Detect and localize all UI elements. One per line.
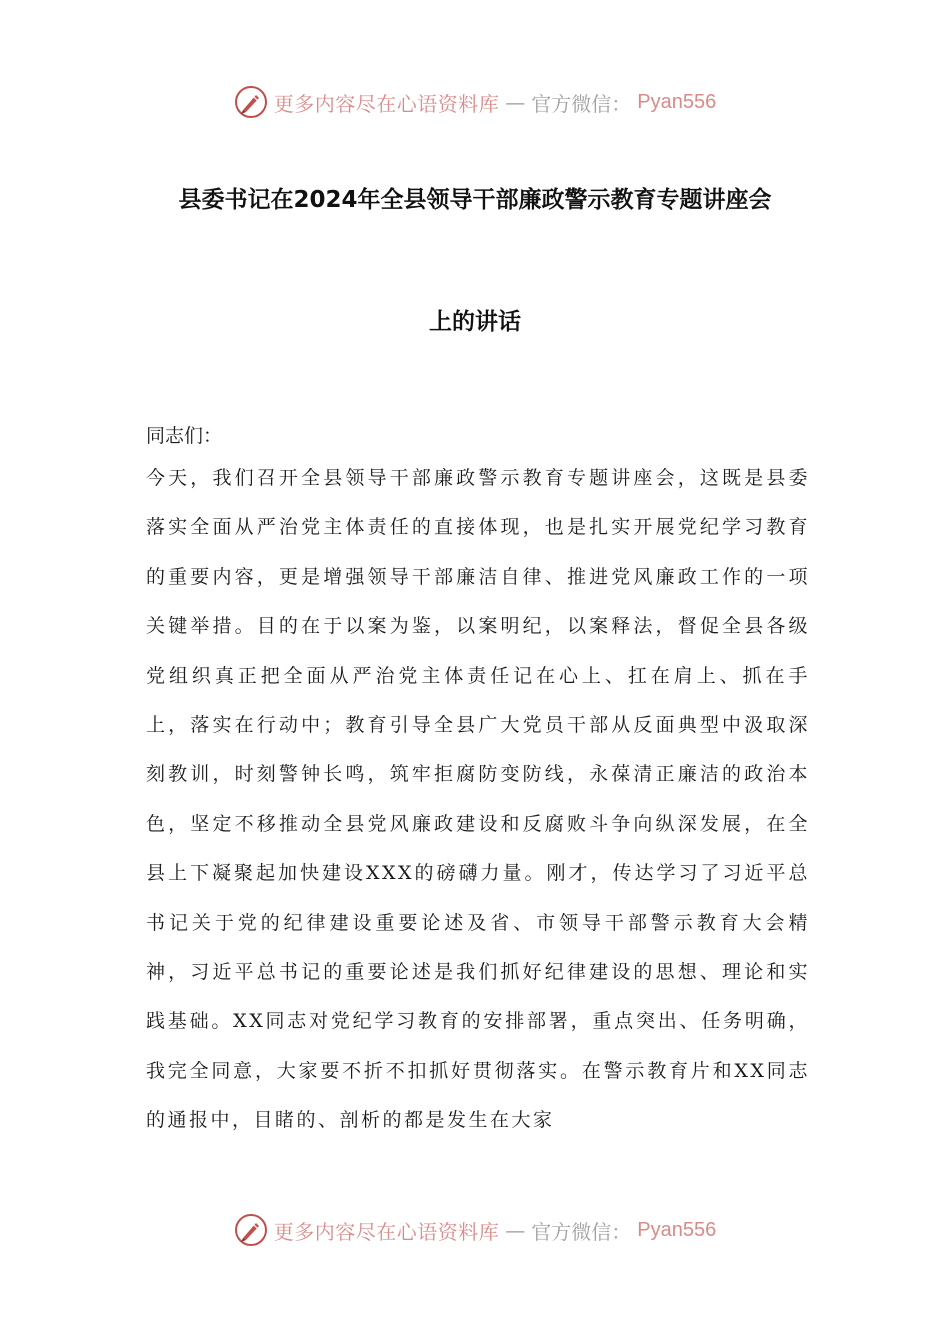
body-paragraph: 今天，我们召开全县领导干部廉政警示教育专题讲座会，这既是县委落实全面从严治党主体责任的直接体现，也是扎实开展党纪学习教育的重要内容，更是增强领导干部廉洁自律、推进党风廉政工作的一项关键举措。目的在于以案为鉴，以案明纪，以案释法，督促全县各级党组织真正把全面从严治党主体责任记在心上、扛在肩上、抓在手上，落实在行动中；教育引导全县广大党员干部从反面典型中汲取深刻教训，时刻警钟长鸣，筑牢拒腐防变防线，永葆清正廉洁的政治本色，坚定不移推动全县党风廉政建设和反腐败斗争向纵深发展，在全县上下凝聚起加快建设XXX的磅礴力量。刚才，传达学习了习近平总书记关于党的纪律建设重要论述及省、市领导干部警示教育大会精神，习近平总书记的重要论述是我们抓好纪律建设的思想、理论和实践基础。XX同志对党纪学习教育的安排部署，重点突出、任务明确，我完全同意，大家要不折不扣抓好贯彻落实。在警示教育片和XX同志的通报中，目睹的、剖析的都是发生在大家: [146, 467, 810, 1132]
pen-logo-icon: [234, 1213, 268, 1247]
banner-official-label: 官方微信：: [531, 91, 632, 116]
banner-official-label: 官方微信：: [531, 1219, 632, 1244]
salutation: 同志们：: [146, 425, 223, 447]
banner-wechat-id: Pyan556: [637, 1218, 717, 1241]
banner-dash: —: [505, 90, 526, 114]
document-title-line1: 县委书记在2024年全县领导干部廉政警示教育专题讲座会: [178, 187, 772, 213]
footer-banner: [0, 1210, 950, 1250]
banner-site-text: 更多内容尽在心语资料库: [273, 91, 500, 116]
banner-site-text: 更多内容尽在心语资料库: [273, 1219, 500, 1244]
header-banner: [0, 82, 950, 122]
document-title-line2: 上的讲话: [429, 309, 521, 335]
banner-dash: —: [505, 1218, 526, 1242]
pen-logo-icon: [234, 85, 268, 119]
document-body: [146, 418, 810, 1146]
banner-wechat-id: Pyan556: [637, 90, 717, 113]
